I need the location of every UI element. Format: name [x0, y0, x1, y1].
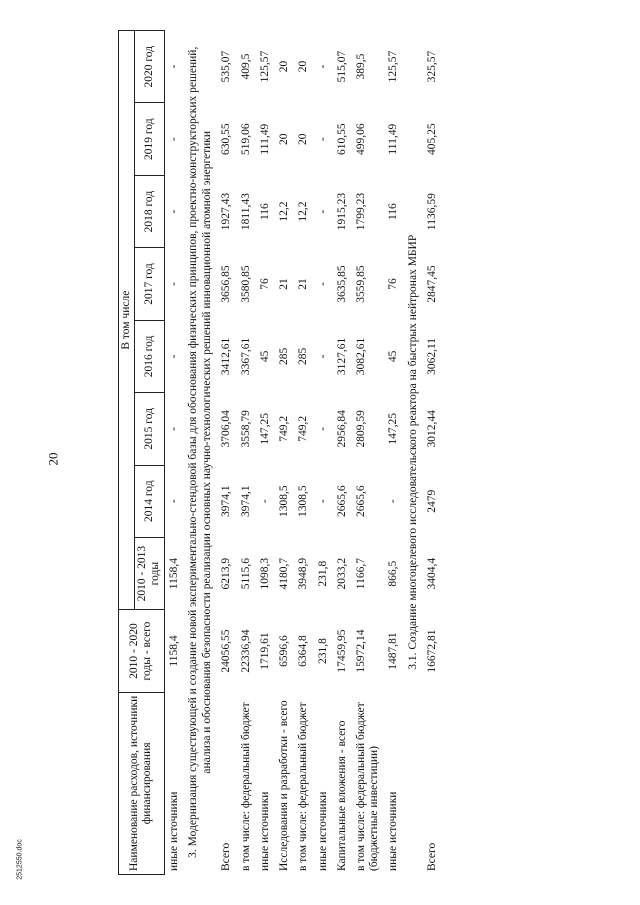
row-year-value: 866,5 [387, 560, 400, 587]
header-year: 2018 год [135, 175, 164, 247]
row-year-value: 45 [387, 350, 400, 363]
row-year-value: 1136,59 [426, 193, 439, 231]
row-year-value: 749,2 [297, 415, 310, 442]
row-year-value: 519,06 [239, 123, 252, 155]
row-year-value: 1308,5 [297, 485, 310, 518]
section-row [184, 31, 218, 875]
row-year-value: 2479 [426, 489, 439, 513]
table-row [333, 31, 352, 875]
header-year: 2014 год [135, 465, 164, 537]
row-year-value: 3082,61 [355, 337, 367, 376]
row-label: иные источники [387, 791, 400, 871]
row-label: в том числе: федеральный бюджет [297, 702, 310, 871]
row-year-value: - [316, 354, 329, 359]
row-label: иные источники [316, 791, 329, 871]
row-label: иные источники [258, 791, 271, 871]
row-year-value: - [167, 426, 180, 431]
table-body [164, 31, 443, 875]
row-year-value: 125,57 [387, 50, 400, 83]
table-row [314, 31, 333, 875]
row-year-value: 20 [278, 133, 291, 145]
row-year-value: 111,49 [258, 123, 271, 155]
row-year-value: 2809,59 [355, 410, 367, 448]
header-in-that-number: В том числе [119, 31, 135, 610]
row-year-value: 116 [387, 203, 400, 221]
row-label: Всего [426, 842, 439, 871]
budget-table [118, 30, 443, 875]
row-year-value: 285 [297, 347, 310, 366]
row-label: Капитальные вложения - всего [335, 720, 348, 871]
row-year-value: 20 [297, 60, 310, 73]
row-year-value: 1308,5 [278, 485, 291, 518]
table-row [275, 31, 294, 875]
row-total-value: 22336,94 [239, 629, 252, 673]
row-year-value: 3127,61 [335, 337, 348, 376]
row-total-value: 24056,55 [220, 629, 233, 673]
file-name: 2512550.doc [16, 839, 24, 880]
row-year-value: 515,07 [335, 50, 348, 83]
row-year-value: 409,5 [239, 53, 252, 80]
row-total-value: 6364,8 [297, 635, 310, 667]
row-year-value: 3580,85 [239, 265, 252, 303]
row-year-value: 389,5 [355, 53, 367, 80]
row-year-value: 12,2 [297, 201, 310, 222]
row-year-value: 3559,85 [355, 265, 367, 303]
row-year-value: 3948,9 [297, 557, 310, 590]
row-year-value: 1098,3 [258, 557, 271, 590]
row-year-value: - [167, 209, 180, 214]
row-total-value: 1487,81 [387, 632, 400, 670]
row-year-value: 116 [258, 203, 271, 221]
row-year-value: 20 [278, 60, 291, 73]
row-year-value: 3974,1 [239, 485, 252, 518]
header-year: 2015 год [135, 393, 164, 465]
row-year-value: 21 [278, 278, 291, 290]
row-year-value: 1158,4 [167, 558, 180, 590]
row-year-value: 20 [297, 133, 310, 145]
table-row [237, 31, 256, 875]
page-number: 20 [45, 452, 61, 466]
row-year-value: 45 [258, 350, 271, 363]
row-year-value: 499,06 [355, 123, 367, 155]
row-label: Исследования и разработки - всего [278, 700, 291, 871]
row-year-value: - [316, 137, 329, 142]
row-year-value: 147,25 [258, 413, 271, 445]
row-label: в том числе: федеральный бюджет (бюджетные инвестиции) [355, 702, 381, 871]
row-year-value: 1799,23 [355, 192, 367, 231]
header-year: 2017 год [135, 248, 164, 320]
row-year-value: 6213,9 [220, 557, 233, 590]
row-label: иные источники [167, 791, 180, 871]
row-total-value: 16672,81 [426, 629, 439, 673]
row-year-value: 3012,44 [426, 410, 439, 448]
row-year-value: 3656,85 [220, 265, 233, 303]
row-year-value: 125,57 [258, 50, 271, 83]
row-label: в том числе: федеральный бюджет [239, 702, 252, 871]
row-year-value: 231,8 [316, 560, 329, 587]
table-row [384, 31, 403, 875]
row-year-value: - [167, 499, 180, 504]
table-row [423, 31, 442, 875]
row-label: Всего [220, 842, 233, 871]
row-year-value: 1166,7 [355, 558, 367, 590]
row-year-value: 749,2 [278, 415, 291, 442]
row-year-value: 3635,85 [335, 265, 348, 303]
row-year-value: 3367,61 [239, 337, 252, 376]
table-row [352, 31, 384, 875]
row-year-value: 5115,6 [239, 558, 252, 590]
row-year-value: 630,55 [220, 123, 233, 155]
header-name-col: Наименование расходов, источники финансирования [119, 692, 165, 874]
row-year-value: 2665,6 [355, 485, 367, 518]
row-year-value: - [167, 137, 180, 142]
table-row [294, 31, 313, 875]
row-year-value: 147,25 [387, 413, 400, 445]
table-header [119, 31, 165, 875]
row-total-value: 6596,6 [278, 635, 291, 667]
row-year-value: 21 [297, 278, 310, 290]
row-year-value: - [316, 426, 329, 431]
row-year-value: 1915,23 [335, 192, 348, 231]
row-year-value: 3062,11 [426, 337, 439, 375]
table-row [164, 31, 184, 875]
row-year-value: 2956,84 [335, 410, 348, 448]
row-year-value: - [258, 499, 271, 504]
section-heading: 3. Модернизация существующей и создание новой экспериментально-стендовой базы для обоснования физических принципов, проектно-конструкторских решений, анализа и обоснования безопасности реализации основных научно-технологических решений инновационной атомной энергетики [186, 46, 213, 858]
row-year-value: 1811,43 [239, 193, 252, 231]
header-total-col: 2010 - 2020 годы - всего [119, 610, 165, 692]
row-year-value: 2665,6 [335, 485, 348, 518]
row-year-value: 3558,79 [239, 410, 252, 448]
row-year-value: - [167, 282, 180, 286]
header-year: 2020 год [135, 31, 164, 103]
row-year-value: - [316, 64, 329, 69]
row-year-value: - [167, 354, 180, 359]
table-row [217, 31, 236, 875]
row-year-value: - [316, 499, 329, 504]
row-year-value: 3412,61 [220, 337, 233, 376]
row-year-value: - [387, 499, 400, 504]
row-year-value: 76 [258, 278, 271, 290]
header-year: 2010 - 2013 годы [135, 537, 164, 609]
row-total-value: 15972,14 [355, 629, 367, 673]
section-heading: 3.1. Создание многоцелевого исследовательского реактора на быстрых нейтронах МБИР [406, 234, 419, 670]
row-year-value: 3404,4 [426, 557, 439, 590]
row-total-value: 1158,4 [167, 635, 180, 667]
row-year-value: 285 [278, 347, 291, 366]
section-row [404, 31, 424, 875]
row-year-value: 1927,43 [220, 192, 233, 231]
row-year-value: 76 [387, 278, 400, 290]
header-year: 2016 год [135, 320, 164, 392]
row-year-value: 3974,1 [220, 485, 233, 518]
row-year-value: 610,55 [335, 123, 348, 155]
row-year-value: 2847,45 [426, 265, 439, 303]
row-year-value: 2033,2 [335, 557, 348, 590]
budget-table-container [118, 30, 588, 875]
row-year-value: 12,2 [278, 201, 291, 222]
row-year-value: - [167, 64, 180, 69]
header-year: 2019 год [135, 103, 164, 175]
row-year-value: 405,25 [426, 123, 439, 155]
row-year-value: 111,49 [387, 123, 400, 155]
table-row [256, 31, 275, 875]
row-year-value: 4180,7 [278, 557, 291, 590]
row-year-value: - [316, 282, 329, 286]
row-year-value: - [316, 209, 329, 214]
row-year-value: 325,57 [426, 50, 439, 83]
row-year-value: 3706,04 [220, 410, 233, 448]
row-total-value: 17459,95 [335, 629, 348, 673]
row-year-value: 535,07 [220, 50, 233, 83]
row-total-value: 1719,61 [258, 632, 271, 670]
row-total-value: 231,8 [316, 638, 329, 664]
